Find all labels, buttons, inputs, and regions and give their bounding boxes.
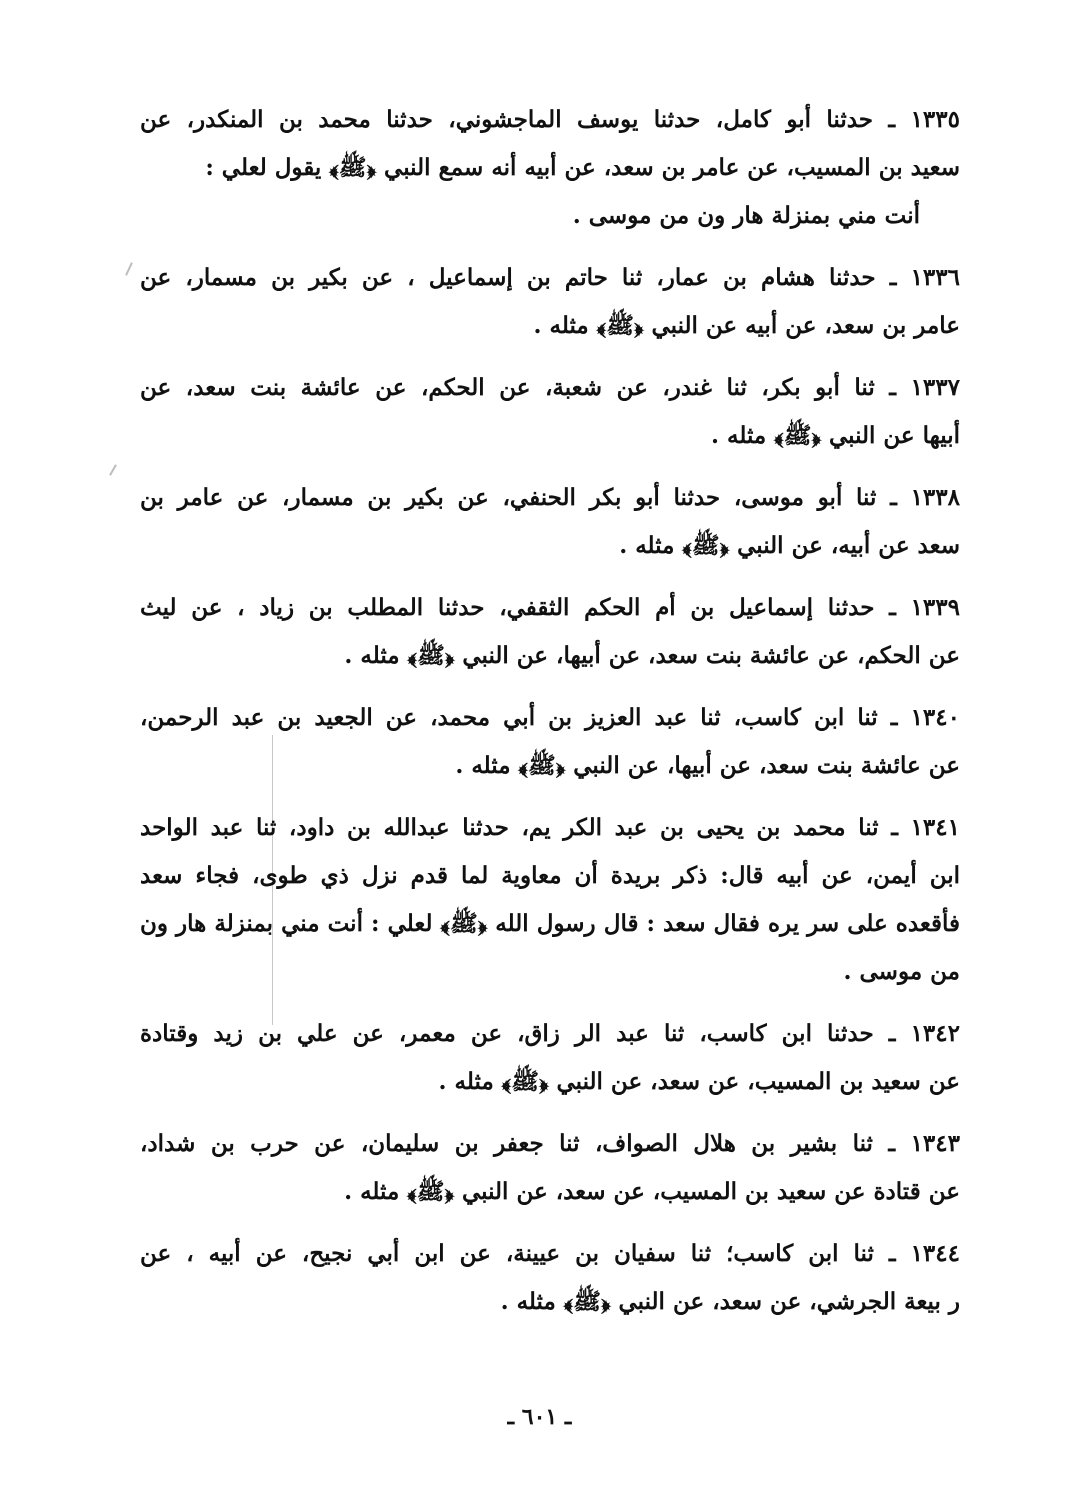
scan-speck <box>125 262 133 276</box>
hadith-line: ابن أيمن، عن أبيه قال: ذكر بريدة أن معاوية لما قدم نزل ذي طوى، فجاء سعد <box>140 862 960 889</box>
hadith-line: فأقعده على سر يره فقال سعد : قال رسول الله ﴿ﷺ﴾ لعلي : أنت مني بمنزلة هار ون <box>140 910 960 937</box>
hadith-line: عامر بن سعد، عن أبيه عن النبي ﴿ﷺ﴾ مثله . <box>533 312 960 339</box>
hadith-line: ١٣٤٠ ـ ثنا ابن كاسب، ثنا عبد العزيز بن أبي محمد، عن الجعيد بن عبد الرحمن، <box>140 704 960 731</box>
hadith-line: ١٣٤٣ ـ ثنا بشير بن هلال الصواف، ثنا جعفر بن سليمان، عن حرب بن شداد، <box>140 1130 960 1157</box>
hadith-line: عن عائشة بنت سعد، عن أبيها، عن النبي ﴿ﷺ﴾ مثله . <box>455 752 960 779</box>
hadith-entry-1339 <box>140 584 960 680</box>
hadith-entry-1343 <box>140 1120 960 1216</box>
hadith-line: ١٣٤١ ـ ثنا محمد بن يحيى بن عبد الكر يم، حدثنا عبدالله بن داود، ثنا عبد الواحد <box>140 814 960 841</box>
hadith-line: أبيها عن النبي ﴿ﷺ﴾ مثله . <box>711 422 960 449</box>
hadith-line: ١٣٣٧ ـ ثنا أبو بكر، ثنا غندر، عن شعبة، عن الحكم، عن عائشة بنت سعد، عن <box>140 374 960 401</box>
hadith-line: عن قتادة عن سعيد بن المسيب، عن سعد، عن النبي ﴿ﷺ﴾ مثله . <box>344 1178 960 1205</box>
hadith-entry-1340 <box>140 694 960 790</box>
hadith-entry-1344 <box>140 1230 960 1326</box>
hadith-text-body <box>140 96 960 1340</box>
hadith-line: عن سعيد بن المسيب، عن سعد، عن النبي ﴿ﷺ﴾ مثله . <box>438 1068 960 1095</box>
hadith-line: ١٣٣٥ ـ حدثنا أبو كامل، حدثنا يوسف الماجشوني، حدثنا محمد بن المنكدر، عن <box>140 106 960 133</box>
hadith-line: ١٣٣٦ ـ حدثنا هشام بن عمار، ثنا حاتم بن إسماعيل ، عن بكير بن مسمار، عن <box>140 264 960 291</box>
page-number: ـ ٦٠١ ـ <box>507 1404 572 1430</box>
hadith-line: من موسى . <box>843 958 960 985</box>
hadith-quote: أنت مني بمنزلة هار ون من موسى . <box>572 202 920 229</box>
hadith-entry-1335 <box>140 96 960 240</box>
hadith-line: ١٣٣٩ ـ حدثنا إسماعيل بن أم الحكم الثقفي، حدثنا المطلب بن زياد ، عن ليث <box>140 594 960 621</box>
hadith-entry-1336 <box>140 254 960 350</box>
hadith-line: سعيد بن المسيب، عن عامر بن سعد، عن أبيه أنه سمع النبي ﴿ﷺ﴾ يقول لعلي : <box>205 154 960 181</box>
hadith-line: عن الحكم، عن عائشة بنت سعد، عن أبيها، عن النبي ﴿ﷺ﴾ مثله . <box>344 642 960 669</box>
hadith-line: ١٣٣٨ ـ ثنا أبو موسى، حدثنا أبو بكر الحنفي، عن بكير بن مسمار، عن عامر بن <box>140 484 960 511</box>
scan-speck <box>109 464 117 475</box>
hadith-entry-1337 <box>140 364 960 460</box>
hadith-entry-1338 <box>140 474 960 570</box>
hadith-line: سعد عن أبيه، عن النبي ﴿ﷺ﴾ مثله . <box>619 532 960 559</box>
hadith-line: ١٣٤٢ ـ حدثنا ابن كاسب، ثنا عبد الر زاق، عن معمر، عن علي بن زيد وقتادة <box>140 1020 960 1047</box>
hadith-entry-1342 <box>140 1010 960 1106</box>
hadith-entry-1341 <box>140 804 960 996</box>
hadith-line: ١٣٤٤ ـ ثنا ابن كاسب؛ ثنا سفيان بن عيينة، عن ابن أبي نجيح، عن أبيه ، عن <box>140 1240 960 1267</box>
hadith-line: ر بيعة الجرشي، عن سعد، عن النبي ﴿ﷺ﴾ مثله . <box>500 1288 960 1315</box>
